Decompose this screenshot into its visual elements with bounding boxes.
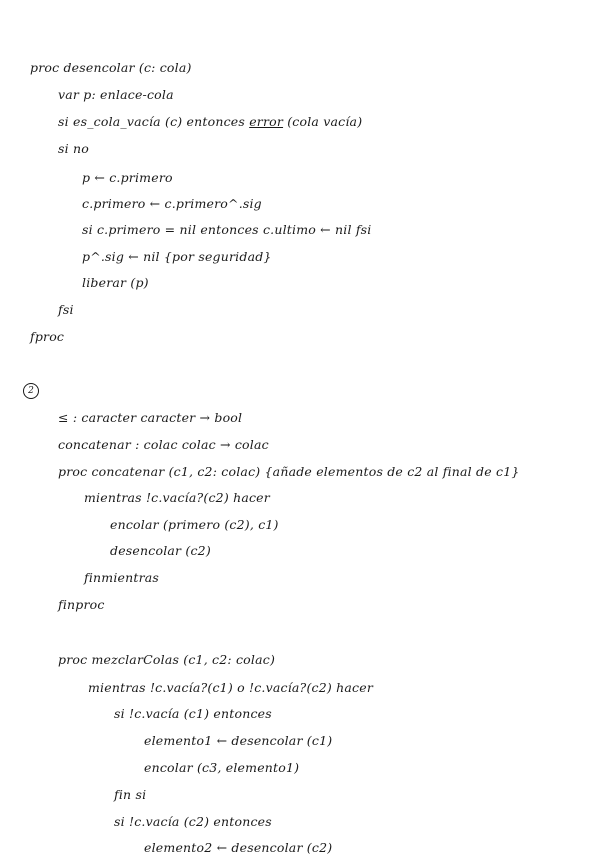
if-empty-line (58, 114, 362, 130)
if-nil-line: si c.primero = nil entonces c.ultimo ← nil fsi (82, 222, 372, 237)
finmientras-line: finmientras (84, 570, 160, 585)
assign-primero-line: c.primero ← c.primero^.sig (82, 196, 262, 211)
if-empty-text: si es_cola_vacía (c) entonces (58, 114, 250, 129)
var-declaration: var p: enlace-cola (58, 87, 174, 102)
fin-si-line: fin si (114, 787, 147, 802)
error-word: error (249, 114, 284, 129)
exercise-number-badge: 2 (23, 383, 39, 399)
if-c2-line: si !c.vacía (c2) entonces (114, 814, 272, 829)
proc-mezclar-header: proc mezclarColas (c1, c2: colac) (58, 652, 276, 667)
mientras-mezclar-line: mientras !c.vacía?(c1) o !c.vacía?(c2) hacer (88, 680, 374, 695)
desencolar-line: desencolar (c2) (110, 543, 211, 558)
if-c1-line: si !c.vacía (c1) entonces (114, 706, 272, 721)
liberar-line: liberar (p) (82, 275, 149, 290)
else-line: si no (58, 141, 89, 156)
mientras-line: mientras !c.vacía?(c2) hacer (84, 490, 270, 505)
assign-p-line: p ← c.primero (82, 170, 173, 185)
elemento1-line: elemento1 ← desencolar (c1) (144, 733, 333, 748)
proc-concatenar-header: proc concatenar (c1, c2: colac) {añade elementos de c2 al final de c1} (58, 464, 520, 479)
concatenar-signature-line: concatenar : colac colac → colac (58, 437, 269, 452)
encolar-c3-line: encolar (c3, elemento1) (144, 760, 300, 775)
fproc-line: fproc (30, 329, 65, 344)
p-sig-nil-line: p^.sig ← nil {por seguridad} (82, 249, 272, 264)
elemento2-line: elemento2 ← desencolar (c2) (144, 840, 333, 855)
proc-desencolar-header: proc desencolar (c: cola) (30, 60, 192, 75)
le-signature-line: ≤ : caracter caracter → bool (58, 410, 243, 425)
fsi-line: fsi (58, 302, 74, 317)
if-empty-message: (cola vacía) (283, 114, 363, 129)
encolar-line: encolar (primero (c2), c1) (110, 517, 279, 532)
finproc-line: finproc (58, 597, 105, 612)
